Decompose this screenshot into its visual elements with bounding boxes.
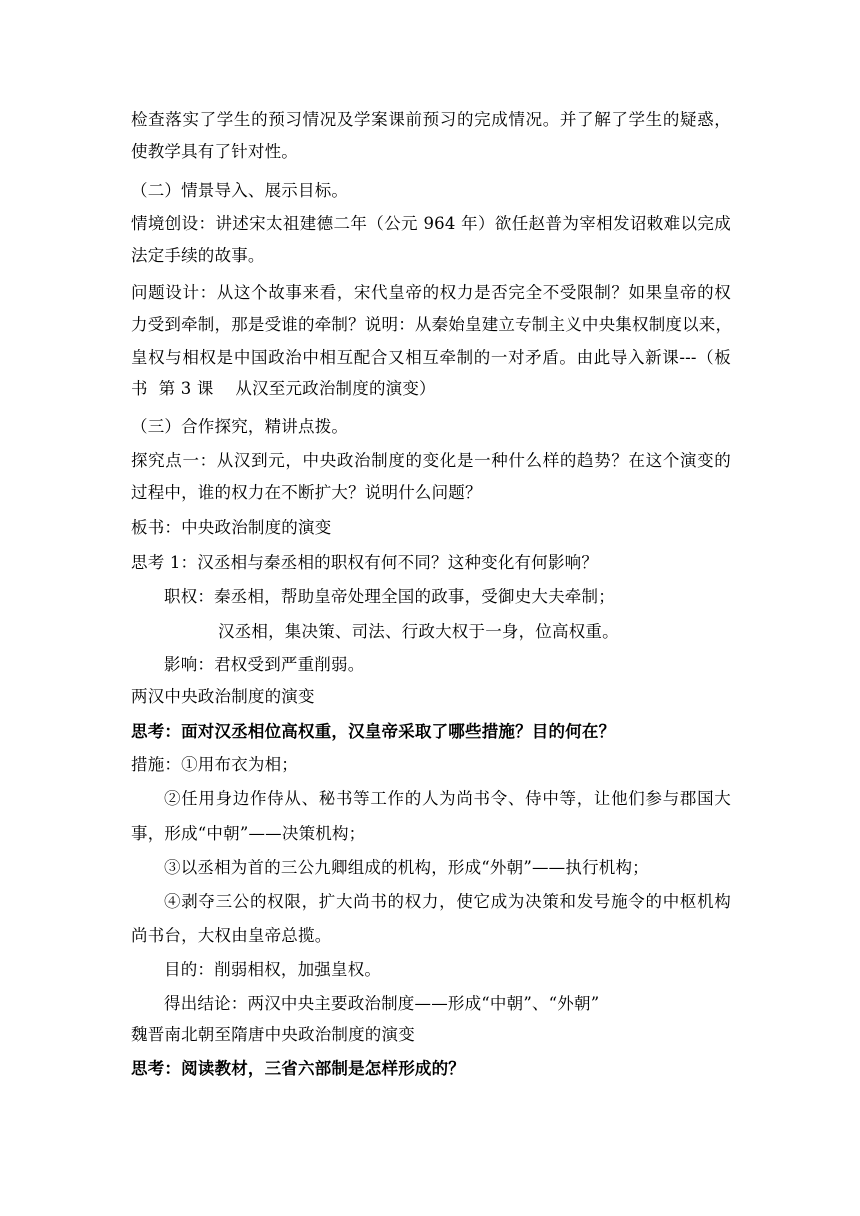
text-line: 使教学具有了针对性。 <box>131 142 298 161</box>
text-line: 目的：削弱相权，加强皇权。 <box>164 960 382 979</box>
text-line: 皇权与相权是中国政治中相互配合又相互牵制的一对矛盾。由此导入新课---（板 <box>131 348 731 367</box>
question-line: 思考 1：汉丞相与秦丞相的职权有何不同？这种变化有何影响？ <box>131 553 599 572</box>
text-line: 检查落实了学生的预习情况及学案课前预习的完成情况。并了解了学生的疑惑， <box>131 110 731 129</box>
subsection-heading: 两汉中央政治制度的演变 <box>131 687 315 706</box>
text-line: 措施：①用布衣为相； <box>131 755 298 774</box>
text-line: 得出结论：两汉中央主要政治制度——形成“中朝”、“外朝” <box>164 994 600 1013</box>
text-line: 影响：君权受到严重削弱。 <box>164 655 365 674</box>
question-line-bold: 思考：阅读教材，三省六部制是怎样形成的？ <box>131 1059 465 1078</box>
section-heading: （二）情景导入、展示目标。 <box>131 181 349 200</box>
text-line: 过程中，谁的权力在不断扩大？说明什么问题？ <box>131 483 482 502</box>
text-line: 汉丞相，集决策、司法、行政大权于一身，位高权重。 <box>218 622 619 641</box>
text-line: 法定手续的故事。 <box>131 246 265 265</box>
text-line: 探究点一：从汉到元，中央政治制度的变化是一种什么样的趋势？在这个演变的 <box>131 451 731 470</box>
question-line-bold: 思考：面对汉丞相位高权重，汉皇帝采取了哪些措施？目的何在？ <box>131 722 616 741</box>
text-line: ②任用身边作侍从、秘书等工作的人为尚书令、侍中等，让他们参与郡国大 <box>164 789 731 808</box>
text-line: ③以丞相为首的三公九卿组成的机构，形成“外朝”——执行机构； <box>164 858 649 877</box>
subsection-heading: 魏晋南北朝至隋唐中央政治制度的演变 <box>131 1025 415 1044</box>
section-heading: （三）合作探究，精讲点拨。 <box>131 417 349 436</box>
text-line: 书 第 3 课 从汉至元政治制度的演变） <box>131 379 436 398</box>
blackboard-heading: 板书：中央政治制度的演变 <box>131 518 332 537</box>
text-line: 力受到牵制，那是受谁的牵制？说明：从秦始皇建立专制主义中央集权制度以来， <box>131 315 733 334</box>
text-line: 职权：秦丞相，帮助皇帝处理全国的政事，受御史大夫牵制； <box>164 587 615 606</box>
text-line: 问题设计：从这个故事来看，宋代皇帝的权力是否完全不受限制？如果皇帝的权 <box>131 283 731 302</box>
text-line: 事，形成“中朝”——决策机构； <box>131 824 366 843</box>
text-line: 情境创设：讲述宋太祖建德二年（公元 964 年）欲任赵普为宰相发诏敕难以完成 <box>131 214 731 233</box>
text-line: 尚书台，大权由皇帝总揽。 <box>131 926 332 945</box>
text-line: ④剥夺三公的权限，扩大尚书的权力，使它成为决策和发号施令的中枢机构 <box>164 892 731 911</box>
